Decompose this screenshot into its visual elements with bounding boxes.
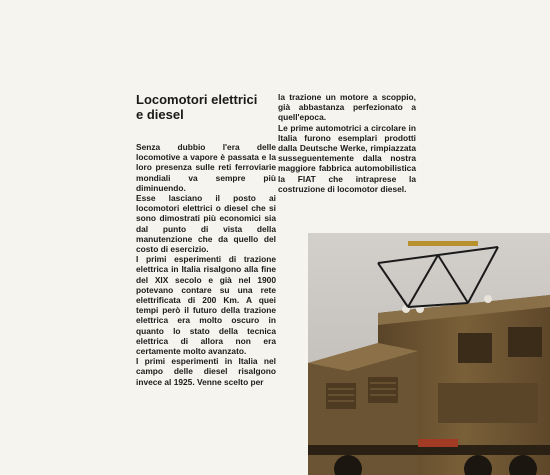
paragraph: la trazione un motore a scoppio, già abbastanza perfezionato a quell'epoca. bbox=[278, 92, 416, 123]
left-text-column bbox=[136, 142, 276, 387]
locomotive-illustration bbox=[308, 233, 550, 475]
paragraph: Le prime automotrici a circolare in Italia furono esemplari prodotti dalla Deutsche Werke, rimpiazzata susseguentemente dalla nostra maggiore fabbrica automobilistica la FIAT che intraprese la costruzione di locomotor diesel. bbox=[278, 122, 416, 194]
title-line-1: Locomotori elettrici bbox=[136, 92, 258, 107]
paragraph: I primi esperimenti di trazione elettrica in Italia risalgono alla fine del XIX secolo e già nel 1900 potevano contare su una rete elettrificata di 200 Km. A quei tempi però il futuro della trazione elettrica era molto oscuro in quanto lo stato della tecnica elettrica di allora non era certamente molto avanzato. bbox=[136, 254, 276, 357]
paragraph: Senza dubbio l'era delle locomotive a vapore è passata e la loro presenza sulle reti ferroviarie mondiali va sempre più diminuendo. bbox=[136, 142, 276, 193]
paragraph: Esse lasciano il posto ai locomotori elettrici o diesel che si sono dimostrati più economici sia dal punto di vista della manutenzione che da quello del costo di esercizio. bbox=[136, 193, 276, 255]
electric-locomotive-photo bbox=[308, 233, 550, 475]
right-text-column bbox=[278, 92, 416, 194]
paragraph: I primi esperimenti in Italia nel campo delle diesel risalgono invece al 1925. Venne scelto per bbox=[136, 356, 276, 387]
title-line-2: e diesel bbox=[136, 107, 184, 122]
article-title bbox=[136, 92, 276, 122]
